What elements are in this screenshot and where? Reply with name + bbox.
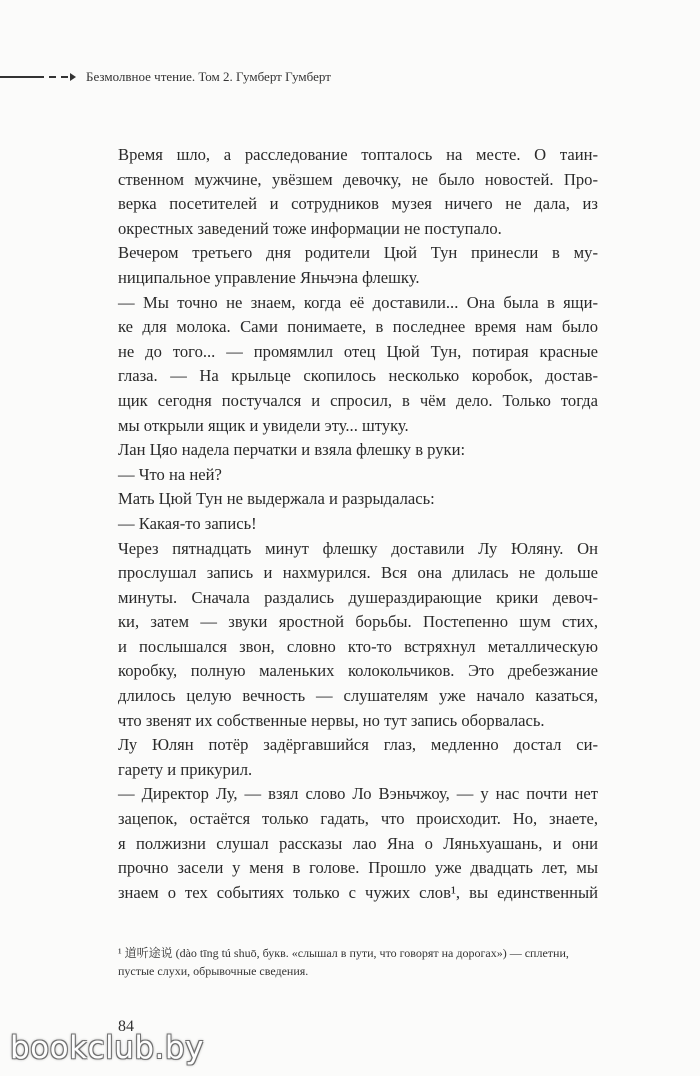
header-arrow-icon [70,73,76,81]
text-line: окрестных заведений тоже информации не поступало. [118,218,502,238]
text-line: не до того... — промямлил отец Цюй Тун, потирая красные [118,341,598,361]
text-line: зацепок, остаётся только гадать, что происходит. Но, знаете, [118,809,598,829]
text-line: верка посетителей и сотрудников музея ничего не дала, из [118,194,598,214]
header-dash-rule [0,73,76,81]
text-line: Время шло, а расследование топталось на месте. О таин- [118,145,598,164]
page-number: 84 [118,1018,134,1035]
text-line: коробку, полную маленьких колокольчиков. Это дребезжание [118,661,598,681]
text-line: щик сегодня постучался и спросил, в чём дело. Только тогда [118,390,598,410]
text-line: — Что на ней? [118,464,222,484]
text-line: знаем о тех событиях только с чужих слов¹, вы единственный [118,882,598,902]
text-line: ственном мужчине, увёзшем девочку, не было новостей. Про- [118,169,598,189]
body-text [118,143,598,905]
text-line: — Какая-то запись! [118,513,257,533]
text-line: длилось целую вечность — слушателям уже начало казаться, [118,686,598,706]
text-line: глаза. — На крыльце скопилось несколько коробок, достав- [118,366,598,386]
text-line: я полжизни слушал рассказы лао Яна о Ляньхуашань, и они [118,833,598,853]
text-line: и послышался звон, словно кто-то встряхнул металлическую [118,636,598,656]
text-line: Лан Цяо надела перчатки и взяла флешку в руки: [118,440,466,460]
text-line: ке для молока. Сами понимаете, в последнее время нам было [118,317,598,337]
text-line: — Директор Лу, — взял слово Ло Вэньчжоу, — у нас почти нет [118,784,598,804]
text-line: мы открыли ящик и увидели эту... штуку. [118,415,409,435]
running-title: Безмолвное чтение. Том 2. Гумберт Гумберт [86,69,331,84]
footnote [118,944,598,980]
text-line: минуты. Сначала раздались душераздирающие крики девоч- [118,587,598,607]
text-line: ки, затем — звуки яростной борьбы. Постепенно шум стих, [118,612,598,632]
text-line: что звенят их собственные нервы, но тут запись оборвалась. [118,710,545,730]
text-line: гарету и прикурил. [118,759,253,779]
text-line: Лу Юлян потёр задёргавшийся глаз, медленно достал си- [118,735,598,755]
footnote-line: пустые слухи, обрывочные сведения. [118,964,309,978]
text-line: прочно засели у меня в голове. Прошло уже двадцать лет, мы [118,858,598,878]
watermark-logo: bookclub.by [10,1030,204,1066]
running-header [0,62,331,92]
footnote-line: ¹ 道听途说 (dào tīng tú shuō, букв. «слышал в пути, что говорят на дорогах») — сплетни, [118,946,569,960]
text-line: Вечером третьего дня родители Цюй Тун принесли в му- [118,243,598,263]
text-line: прослушал запись и нахмурился. Вся она длилась не дольше [118,563,598,583]
text-line: — Мы точно не знаем, когда её доставили... Она была в ящи- [118,292,598,312]
text-line: ниципальное управление Яньчэна флешку. [118,267,420,287]
text-line: Через пятнадцать минут флешку доставили Лу Юляну. Он [118,538,598,558]
text-line: Мать Цюй Тун не выдержала и разрыдалась: [118,489,435,509]
